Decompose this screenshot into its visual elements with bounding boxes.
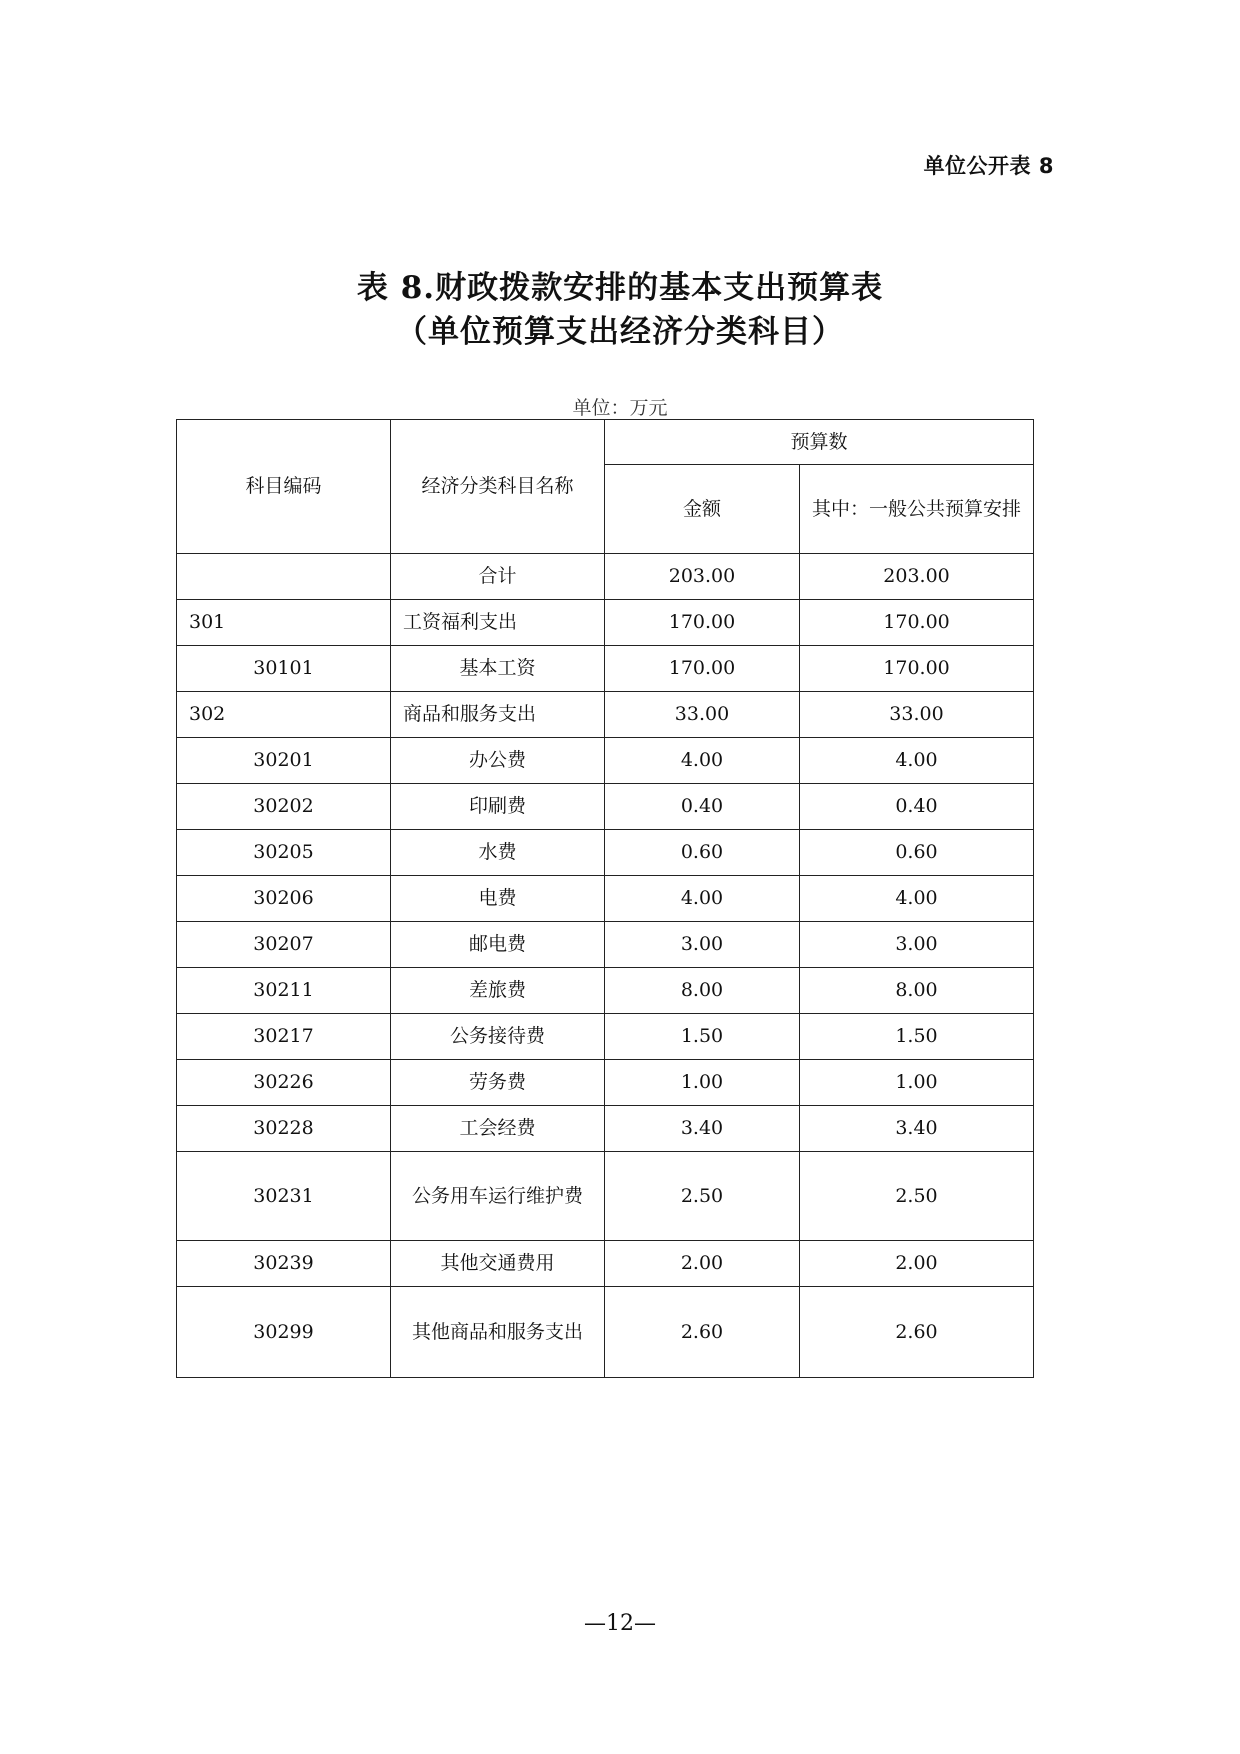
unit-label: 单位：万元 <box>572 397 668 419</box>
cell-amount: 2.00 <box>605 1241 800 1287</box>
table-body <box>177 554 1034 1378</box>
cell-code: 30226 <box>177 1060 391 1106</box>
table-row <box>177 1106 1034 1152</box>
cell-amount: 4.00 <box>605 876 800 922</box>
cell-amount: 3.00 <box>605 922 800 968</box>
table-row <box>177 1152 1034 1241</box>
cell-code: 30206 <box>177 876 391 922</box>
cell-name: 其他商品和服务支出 <box>391 1287 605 1378</box>
page-number: —12— <box>584 1611 656 1636</box>
table-row <box>177 738 1034 784</box>
cell-name: 工会经费 <box>391 1106 605 1152</box>
cell-amount: 3.40 <box>605 1106 800 1152</box>
cell-code: 30228 <box>177 1106 391 1152</box>
cell-general-public: 3.00 <box>800 922 1034 968</box>
table-row <box>177 922 1034 968</box>
cell-general-public: 3.40 <box>800 1106 1034 1152</box>
cell-name: 差旅费 <box>391 968 605 1014</box>
cell-name: 印刷费 <box>391 784 605 830</box>
cell-general-public: 2.50 <box>800 1152 1034 1241</box>
cell-code: 30205 <box>177 830 391 876</box>
cell-code: 302 <box>177 692 391 738</box>
cell-code: 30211 <box>177 968 391 1014</box>
page-title: 表 8.财政拨款安排的基本支出预算表 <box>356 270 884 306</box>
cell-name: 商品和服务支出 <box>391 692 605 738</box>
cell-name: 办公费 <box>391 738 605 784</box>
budget-table <box>176 419 1034 1378</box>
table-row <box>177 1241 1034 1287</box>
cell-amount: 0.60 <box>605 830 800 876</box>
cell-name: 电费 <box>391 876 605 922</box>
cell-general-public: 170.00 <box>800 646 1034 692</box>
cell-amount: 203.00 <box>605 554 800 600</box>
cell-code: 30231 <box>177 1152 391 1241</box>
table-row <box>177 692 1034 738</box>
table-row <box>177 646 1034 692</box>
cell-general-public: 33.00 <box>800 692 1034 738</box>
header-code: 科目编码 <box>177 420 391 554</box>
cell-name: 其他交通费用 <box>391 1241 605 1287</box>
cell-name: 公务接待费 <box>391 1014 605 1060</box>
cell-code <box>177 554 391 600</box>
cell-amount: 2.50 <box>605 1152 800 1241</box>
cell-amount: 2.60 <box>605 1287 800 1378</box>
cell-general-public: 0.40 <box>800 784 1034 830</box>
form-tag: 单位公开表 8 <box>923 154 1054 178</box>
cell-amount: 170.00 <box>605 646 800 692</box>
page-subtitle: （单位预算支出经济分类科目） <box>396 314 844 350</box>
cell-code: 30101 <box>177 646 391 692</box>
cell-general-public: 4.00 <box>800 876 1034 922</box>
cell-general-public: 203.00 <box>800 554 1034 600</box>
table-row <box>177 1287 1034 1378</box>
cell-name: 劳务费 <box>391 1060 605 1106</box>
cell-code: 30239 <box>177 1241 391 1287</box>
cell-general-public: 0.60 <box>800 830 1034 876</box>
cell-general-public: 1.50 <box>800 1014 1034 1060</box>
cell-amount: 8.00 <box>605 968 800 1014</box>
cell-code: 30207 <box>177 922 391 968</box>
table-row <box>177 600 1034 646</box>
table-row <box>177 784 1034 830</box>
cell-general-public: 170.00 <box>800 600 1034 646</box>
table-row <box>177 830 1034 876</box>
cell-amount: 0.40 <box>605 784 800 830</box>
cell-name: 工资福利支出 <box>391 600 605 646</box>
cell-name: 水费 <box>391 830 605 876</box>
cell-code: 30217 <box>177 1014 391 1060</box>
header-amount: 金额 <box>605 465 800 554</box>
cell-general-public: 2.00 <box>800 1241 1034 1287</box>
table-row <box>177 876 1034 922</box>
cell-general-public: 4.00 <box>800 738 1034 784</box>
cell-code: 30202 <box>177 784 391 830</box>
cell-name: 合计 <box>391 554 605 600</box>
table-row <box>177 968 1034 1014</box>
cell-general-public: 1.00 <box>800 1060 1034 1106</box>
table-row <box>177 554 1034 600</box>
cell-amount: 170.00 <box>605 600 800 646</box>
cell-amount: 1.50 <box>605 1014 800 1060</box>
cell-general-public: 2.60 <box>800 1287 1034 1378</box>
cell-name: 基本工资 <box>391 646 605 692</box>
cell-code: 301 <box>177 600 391 646</box>
header-general-public: 其中：一般公共预算安排 <box>800 465 1034 554</box>
cell-name: 邮电费 <box>391 922 605 968</box>
cell-amount: 33.00 <box>605 692 800 738</box>
cell-amount: 4.00 <box>605 738 800 784</box>
cell-general-public: 8.00 <box>800 968 1034 1014</box>
table-row <box>177 1060 1034 1106</box>
table-row <box>177 1014 1034 1060</box>
cell-code: 30299 <box>177 1287 391 1378</box>
header-budget-group: 预算数 <box>605 420 1034 465</box>
table-header-row <box>177 420 1034 465</box>
header-name: 经济分类科目名称 <box>391 420 605 554</box>
cell-name: 公务用车运行维护费 <box>391 1152 605 1241</box>
cell-amount: 1.00 <box>605 1060 800 1106</box>
cell-code: 30201 <box>177 738 391 784</box>
